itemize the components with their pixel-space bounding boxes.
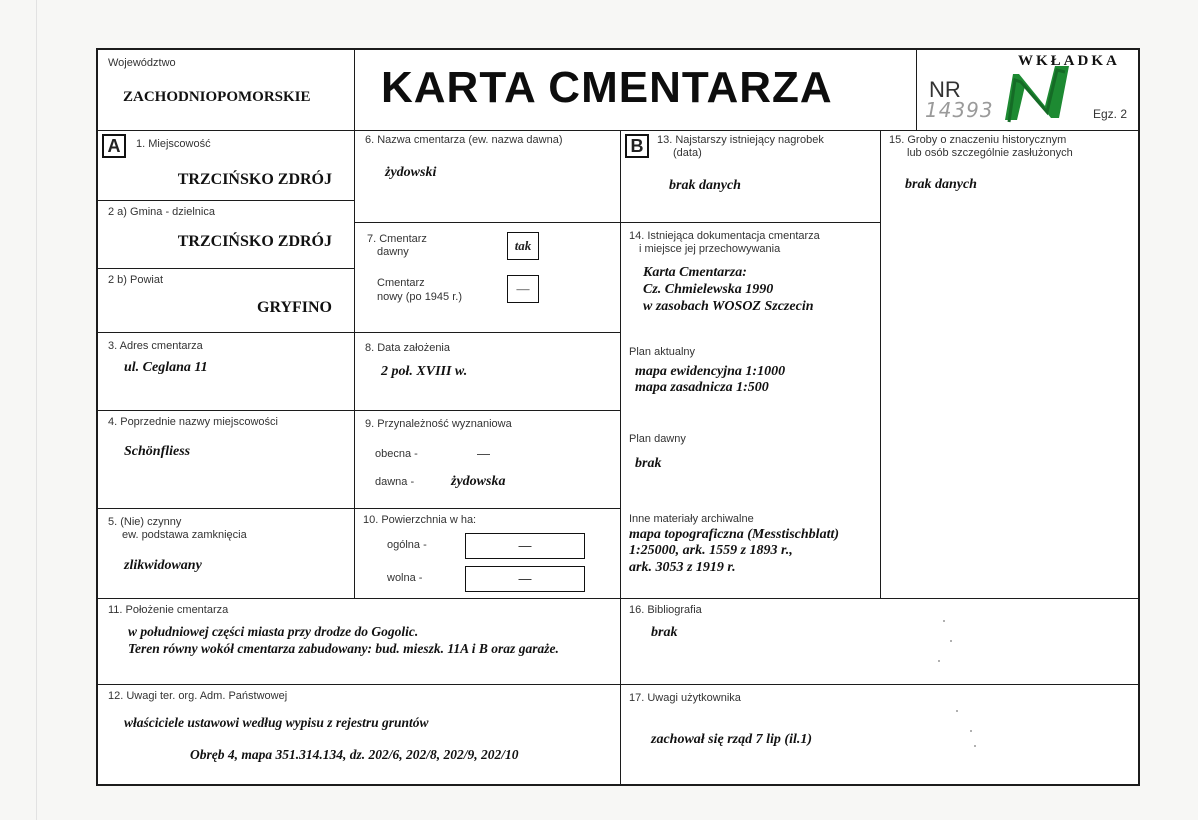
field-17-cell <box>620 684 1138 784</box>
inne-materialy-value-3: ark. 3053 z 1919 r. <box>629 560 736 575</box>
field-12-cell <box>98 684 620 784</box>
scan-speck <box>956 710 958 712</box>
inne-materialy-value-2: 1:25000, ark. 1559 z 1893 r., <box>629 543 793 558</box>
field-9-dawna-value: żydowska <box>451 474 506 489</box>
plan-aktualny-value-1: mapa ewidencyjna 1:1000 <box>635 364 786 379</box>
field-5-label-1: 5. (Nie) czynny <box>108 516 182 528</box>
wojewodztwo-value: ZACHODNIOPOMORSKIE <box>123 89 311 105</box>
field-8-value: 2 poł. XVIII w. <box>381 364 468 379</box>
field-14-value-3: w zasobach WOSOZ Szczecin <box>643 299 814 314</box>
field-11-value-1: w południowej części miasta przy drodze do Gogolic. <box>128 624 419 639</box>
field-14-label-2: i miejsce jej przechowywania <box>639 243 781 255</box>
scan-speck <box>974 745 976 747</box>
inne-materialy-value-1: mapa topograficzna (Messtischblatt) <box>629 527 840 542</box>
field-3-value: ul. Ceglana 11 <box>124 360 208 375</box>
field-12-value-1: właściciele ustawowi według wypisu z rejestru gruntów <box>124 715 429 730</box>
nr-label: NR <box>929 77 961 102</box>
page-title: KARTA CMENTARZA <box>381 63 833 112</box>
field-6-cell <box>354 130 620 222</box>
scan-speck <box>943 620 945 622</box>
field-9-label: 9. Przynależność wyznaniowa <box>365 418 512 430</box>
section-a-badge: A <box>102 134 126 158</box>
plan-aktualny-label: Plan aktualny <box>629 346 696 358</box>
field-15-cell <box>880 130 1138 598</box>
field-2a-cell <box>98 200 354 268</box>
field-6-value: żydowski <box>385 165 437 180</box>
field-12-value-2: Obręb 4, mapa 351.314.134, dz. 202/6, 202/8, 202/9, 202/10 <box>190 747 519 762</box>
field-16-label: 16. Bibliografia <box>629 604 702 616</box>
cemetery-card <box>96 48 1140 786</box>
field-11-label: 11. Położenie cmentarza <box>108 604 229 616</box>
plan-dawny-value: brak <box>635 456 662 471</box>
field-5-value: zlikwidowany <box>124 558 202 573</box>
field-3-cell <box>98 332 354 410</box>
field-14-value-2: Cz. Chmielewska 1990 <box>643 282 774 297</box>
wojewodztwo-label: Województwo <box>108 57 176 69</box>
scan-speck <box>970 730 972 732</box>
field-7-dawny-box: tak <box>507 232 539 260</box>
field-1-value: TRZCIŃSKO ZDRÓJ <box>177 171 332 188</box>
field-11-value-2: Teren równy wokół cmentarza zabudowany: bud. mieszk. 11A i B oraz garaże. <box>128 641 559 656</box>
field-16-value: brak <box>651 625 678 640</box>
field-14-value-1: Karta Cmentarza: <box>643 265 747 280</box>
field-10-cell <box>354 508 620 598</box>
wojewodztwo-cell <box>98 50 354 130</box>
field-2a-value: TRZCIŃSKO ZDRÓJ <box>177 233 332 250</box>
field-11-cell <box>98 598 620 684</box>
field-12-label: 12. Uwagi ter. org. Adm. Państwowej <box>108 690 288 702</box>
plan-dawny-label: Plan dawny <box>629 433 686 445</box>
field-2b-label: 2 b) Powiat <box>108 274 164 286</box>
field-2b-value: GRYFINO <box>257 299 332 316</box>
field-10-label: 10. Powierzchnia w ha: <box>363 514 477 526</box>
field-13-label-1: 13. Najstarszy istniejący nagrobek <box>657 134 824 146</box>
field-7-dawny-label: dawny <box>377 246 409 258</box>
field-9-cell <box>354 410 620 508</box>
field-4-cell <box>98 410 354 508</box>
field-14-label-1: 14. Istniejąca dokumentacja cmentarza <box>629 230 820 242</box>
field-1-label: 1. Miejscowość <box>136 138 211 150</box>
inne-materialy-label: Inne materiały archiwalne <box>629 513 754 525</box>
field-6-label: 6. Nazwa cmentarza (ew. nazwa dawna) <box>365 134 563 146</box>
nr-handwritten: 14393 <box>925 98 994 122</box>
field-7-nowy-box: — <box>507 275 539 303</box>
field-17-label: 17. Uwagi użytkownika <box>629 692 741 704</box>
field-13-value: brak danych <box>669 178 741 193</box>
field-9-obecna-value: — <box>477 446 490 461</box>
field-7-nowy-label-1: Cmentarz <box>377 277 425 289</box>
field-13-label-2: (data) <box>673 147 702 159</box>
field-3-label: 3. Adres cmentarza <box>108 340 203 352</box>
field-10-wolna-label: wolna - <box>387 572 423 584</box>
scan-speck <box>950 640 952 642</box>
field-4-label: 4. Poprzednie nazwy miejscowości <box>108 416 278 428</box>
field-15-label-2: lub osób szczególnie zasłużonych <box>907 147 1073 159</box>
field-14-cell <box>620 222 880 598</box>
field-5-cell <box>98 508 354 598</box>
field-2b-cell <box>98 268 354 332</box>
field-15-value: brak danych <box>905 177 977 192</box>
field-10-ogolna-label: ogólna - <box>387 539 427 551</box>
field-7-label: 7. Cmentarz <box>367 233 427 245</box>
egz-label: Egz. 2 <box>1093 107 1128 121</box>
scan-speck <box>938 660 940 662</box>
field-17-value: zachował się rząd 7 lip (il.1) <box>651 732 813 747</box>
wkladka-stamp: WKŁADKA <box>1018 53 1120 69</box>
field-8-label: 8. Data założenia <box>365 342 450 354</box>
field-1-cell <box>98 130 354 200</box>
field-7-nowy-label-2: nowy (po 1945 r.) <box>377 291 462 303</box>
field-9-obecna-label: obecna - <box>375 448 418 460</box>
field-9-dawna-label: dawna - <box>375 476 415 488</box>
field-2a-label: 2 a) Gmina - dzielnica <box>108 206 215 218</box>
nr-cell <box>916 50 1138 130</box>
field-8-cell <box>354 332 620 410</box>
field-7-cell <box>354 222 620 332</box>
field-10-ogolna-box: — <box>465 533 585 559</box>
title-cell <box>354 50 916 130</box>
plan-aktualny-value-2: mapa zasadnicza 1:500 <box>635 380 769 395</box>
section-b-badge: B <box>625 134 649 158</box>
scan-edge <box>36 0 37 820</box>
field-5-label-2: ew. podstawa zamknięcia <box>122 529 247 541</box>
field-4-value: Schönfliess <box>124 444 191 459</box>
field-10-wolna-box: — <box>465 566 585 592</box>
field-13-cell <box>620 130 880 222</box>
field-15-label-1: 15. Groby o znaczeniu historycznym <box>889 134 1067 146</box>
field-16-cell <box>620 598 1138 684</box>
